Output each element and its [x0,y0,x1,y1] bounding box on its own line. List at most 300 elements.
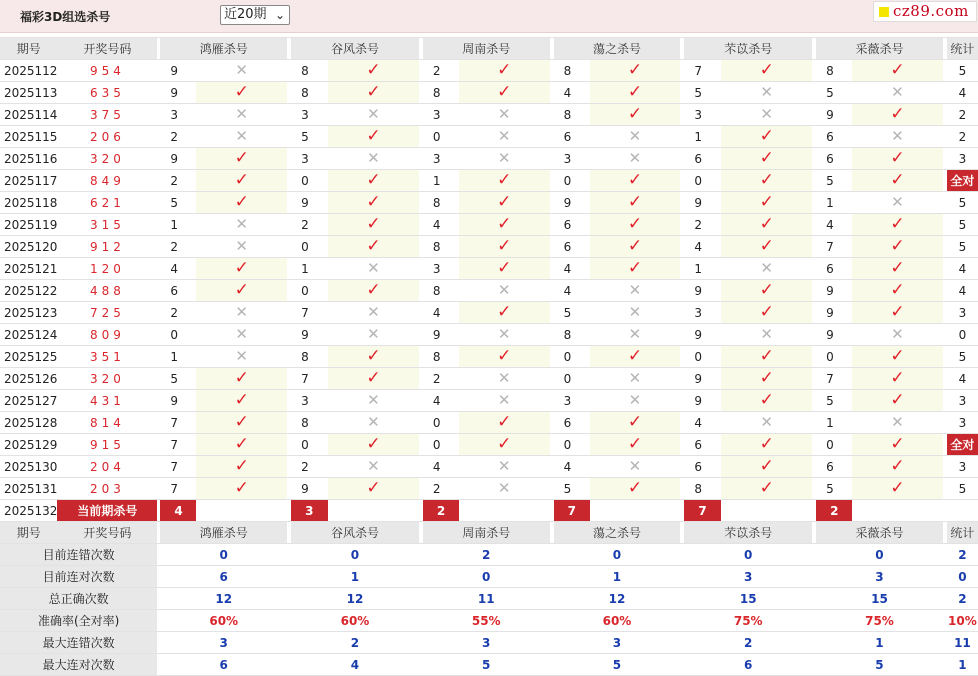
check-icon: ✓ [366,170,381,190]
result-cell [328,82,419,104]
header-stat: 统计 [947,38,978,60]
result-cell [721,214,812,236]
issue-number: 2025114 [0,104,57,126]
result-cell [328,302,419,324]
result-cell [852,104,943,126]
result-cell [328,346,419,368]
kill-number: 1 [160,346,196,368]
cross-icon: ✕ [367,457,380,475]
cross-icon: ✕ [628,457,642,475]
kill-number-table [0,37,978,676]
check-icon: ✓ [759,280,774,300]
draw-code: 320 [57,368,157,390]
result-cell [196,126,287,148]
stats-value: 60% [554,610,681,632]
result-cell [852,390,943,412]
kill-number: 5 [816,82,852,104]
kill-number: 6 [554,214,590,236]
result-cell [590,280,681,302]
result-cell [852,434,943,456]
issue-number: 2025121 [0,258,57,280]
stats-value: 0 [816,544,943,566]
result-cell [459,390,550,412]
issue-number: 2025116 [0,148,57,170]
kill-number: 8 [291,412,328,434]
kill-number: 7 [684,60,721,82]
kill-number: 3 [291,148,328,170]
kill-number: 5 [816,478,852,500]
row-stat: 2 [947,126,978,148]
kill-number: 1 [160,214,196,236]
result-cell [590,478,681,500]
kill-number: 3 [423,148,459,170]
check-icon: ✓ [366,478,381,498]
check-icon: ✓ [759,368,774,388]
kill-number: 3 [554,390,590,412]
current-label: 当前期杀号 [57,500,157,522]
result-cell [721,390,812,412]
kill-number: 7 [160,434,196,456]
result-cell [721,192,812,214]
cross-icon: ✕ [235,303,248,321]
kill-number: 8 [684,478,721,500]
result-cell [196,148,287,170]
result-cell [852,456,943,478]
stats-value: 3 [684,566,812,588]
check-icon: ✓ [497,258,512,278]
result-cell [196,192,287,214]
result-cell [852,60,943,82]
issue-number: 2025127 [0,390,57,412]
kill-number: 6 [816,148,852,170]
header-expert: 采薇杀号 [816,522,943,544]
kill-number: 9 [291,478,328,500]
kill-number: 1 [816,412,852,434]
stats-value: 2 [291,632,419,654]
result-cell [721,82,812,104]
check-icon: ✓ [627,346,643,366]
kill-number: 2 [160,302,196,324]
check-icon: ✓ [366,60,381,80]
kill-number: 7 [291,302,328,324]
stats-value: 1 [291,566,419,588]
row-stat: 全对 [947,170,978,192]
result-cell [590,192,681,214]
kill-number: 5 [816,170,852,192]
table-row [0,280,978,302]
result-cell [328,126,419,148]
site-logo[interactable] [873,1,977,22]
check-icon: ✓ [234,258,249,278]
result-cell [590,324,681,346]
kill-number: 3 [554,148,590,170]
cross-icon: ✕ [628,369,642,387]
draw-code: 488 [57,280,157,302]
result-cell [852,148,943,170]
result-cell [590,456,681,478]
kill-number: 2 [160,126,196,148]
header-issue: 期号 [0,38,57,60]
result-cell [590,148,681,170]
result-cell [459,478,550,500]
result-cell [459,104,550,126]
cross-icon: ✕ [760,325,773,343]
kill-number: 0 [554,170,590,192]
result-cell [590,170,681,192]
result-cell [852,214,943,236]
cross-icon: ✕ [628,391,642,409]
row-stat: 3 [947,456,978,478]
kill-number: 5 [816,390,852,412]
check-icon: ✓ [627,192,643,212]
result-cell [196,302,287,324]
result-cell [328,434,419,456]
header-expert: 蕩之杀号 [554,38,681,60]
table-row [0,236,978,258]
check-icon: ✓ [890,258,905,278]
header-expert: 鸿雁杀号 [160,522,287,544]
kill-number: 4 [684,412,721,434]
result-cell [721,302,812,324]
cross-icon: ✕ [628,281,642,299]
cross-icon: ✕ [367,413,380,431]
cross-icon: ✕ [497,369,511,387]
check-icon: ✓ [234,148,249,168]
result-cell [328,214,419,236]
page-title: 福彩3D组选杀号 [20,10,111,24]
stats-label: 最大连对次数 [0,654,157,676]
cross-icon: ✕ [497,479,511,497]
row-stat: 4 [947,258,978,280]
result-cell [459,324,550,346]
table-row [0,346,978,368]
kill-number: 5 [160,192,196,214]
result-cell [721,258,812,280]
check-icon: ✓ [234,434,249,454]
table-row [0,192,978,214]
stats-row [0,544,978,566]
check-icon: ✓ [497,82,512,102]
kill-number: 6 [816,126,852,148]
result-cell [196,368,287,390]
kill-number: 9 [554,192,590,214]
kill-number: 6 [554,126,590,148]
check-icon: ✓ [627,434,643,454]
result-cell [852,236,943,258]
stats-label: 最大连错次数 [0,632,157,654]
kill-number: 0 [160,324,196,346]
check-icon: ✓ [627,214,643,234]
issue-number: 2025124 [0,324,57,346]
cross-icon: ✕ [497,149,511,167]
table-row [0,368,978,390]
row-stat: 5 [947,236,978,258]
result-cell [721,434,812,456]
check-icon: ✓ [366,368,381,388]
result-cell [196,280,287,302]
kill-number: 3 [423,258,459,280]
check-icon: ✓ [759,346,774,366]
table-row [0,148,978,170]
kill-number: 7 [160,412,196,434]
kill-number: 9 [816,280,852,302]
draw-code: 204 [57,456,157,478]
header-expert: 周南杀号 [423,522,550,544]
check-icon: ✓ [234,456,249,476]
result-cell [196,214,287,236]
check-icon: ✓ [234,82,249,102]
check-icon: ✓ [497,236,512,256]
stats-value: 3 [554,632,681,654]
result-cell [196,170,287,192]
kill-number: 4 [554,82,590,104]
stats-value: 5 [554,654,681,676]
check-icon: ✓ [759,148,774,168]
cross-icon: ✕ [760,105,773,123]
kill-number: 5 [554,478,590,500]
check-icon: ✓ [234,280,249,300]
row-stat: 2 [947,104,978,126]
result-cell [196,456,287,478]
kill-number: 9 [423,324,459,346]
row-stat: 3 [947,148,978,170]
check-icon: ✓ [627,478,643,498]
header-issue: 期号 [0,522,57,544]
kill-number: 7 [291,368,328,390]
row-stat: 5 [947,192,978,214]
result-cell [590,258,681,280]
stats-row [0,632,978,654]
kill-number: 8 [423,346,459,368]
kill-number: 9 [684,192,721,214]
header-stat: 统计 [947,522,978,544]
check-icon: ✓ [234,192,249,212]
check-icon: ✓ [627,82,643,102]
result-cell [459,170,550,192]
check-icon: ✓ [366,346,381,366]
table-row [0,302,978,324]
logo-text: cz89.com [893,2,969,20]
table-row [0,126,978,148]
result-cell [721,170,812,192]
check-icon: ✓ [234,412,249,432]
check-icon: ✓ [759,126,774,146]
check-icon: ✓ [627,170,643,190]
check-icon: ✓ [627,104,643,124]
check-icon: ✓ [890,390,905,410]
current-row [0,500,978,522]
current-kill-number: 7 [554,500,590,522]
check-icon: ✓ [890,302,905,322]
issue-number: 2025119 [0,214,57,236]
header-expert: 谷风杀号 [291,38,419,60]
kill-number: 4 [816,214,852,236]
issue-number: 2025130 [0,456,57,478]
result-cell [459,346,550,368]
cross-icon: ✕ [497,105,511,123]
check-icon: ✓ [497,302,512,322]
result-cell [328,170,419,192]
period-select[interactable] [220,5,290,25]
draw-code: 915 [57,434,157,456]
stats-row [0,610,978,632]
header-code: 开奖号码 [57,38,157,60]
check-icon: ✓ [627,258,643,278]
kill-number: 0 [684,346,721,368]
result-cell [196,236,287,258]
result-cell [459,456,550,478]
result-cell [721,412,812,434]
stats-total: 2 [947,588,978,610]
result-cell [852,258,943,280]
stats-value: 0 [684,544,812,566]
stats-value: 12 [291,588,419,610]
result-cell [196,258,287,280]
kill-number: 4 [554,258,590,280]
cross-icon: ✕ [628,325,642,343]
result-cell [459,60,550,82]
row-stat: 4 [947,82,978,104]
draw-code: 954 [57,60,157,82]
cross-icon: ✕ [235,325,248,343]
check-icon: ✓ [366,434,381,454]
kill-number: 5 [291,126,328,148]
draw-code: 120 [57,258,157,280]
kill-number: 2 [160,236,196,258]
result-cell [852,82,943,104]
result-cell [459,148,550,170]
cross-icon: ✕ [497,457,511,475]
result-cell [852,170,943,192]
kill-number: 2 [684,214,721,236]
kill-number: 6 [554,236,590,258]
draw-code: 351 [57,346,157,368]
result-cell [196,82,287,104]
stats-total: 11 [947,632,978,654]
header-expert: 芣苡杀号 [684,522,812,544]
check-icon: ✓ [234,478,249,498]
check-icon: ✓ [366,236,381,256]
stats-value: 55% [423,610,550,632]
result-cell [721,148,812,170]
result-cell [721,346,812,368]
result-cell [590,368,681,390]
kill-number: 6 [160,280,196,302]
result-cell [459,302,550,324]
result-cell [590,60,681,82]
cross-icon: ✕ [367,149,380,167]
current-kill-number: 2 [423,500,459,522]
cross-icon: ✕ [497,391,511,409]
kill-number: 0 [816,434,852,456]
result-cell [328,258,419,280]
kill-number: 3 [423,104,459,126]
kill-number: 9 [291,192,328,214]
stats-value: 1 [816,632,943,654]
kill-number: 9 [160,148,196,170]
check-icon: ✓ [366,192,381,212]
table-row [0,82,978,104]
kill-number: 0 [684,170,721,192]
empty-cell [328,500,419,522]
result-cell [459,434,550,456]
cross-icon: ✕ [497,281,511,299]
result-cell [721,60,812,82]
table-row [0,60,978,82]
cross-icon: ✕ [235,105,248,123]
check-icon: ✓ [759,434,774,454]
check-icon: ✓ [890,60,905,80]
kill-number: 0 [423,126,459,148]
kill-number: 7 [816,368,852,390]
kill-number: 4 [554,456,590,478]
check-icon: ✓ [627,412,643,432]
result-cell [459,82,550,104]
result-cell [459,368,550,390]
stats-value: 12 [160,588,287,610]
table-row [0,104,978,126]
check-icon: ✓ [890,148,905,168]
cross-icon: ✕ [891,325,904,343]
kill-number: 7 [816,236,852,258]
kill-number: 2 [423,60,459,82]
check-icon: ✓ [627,236,643,256]
header-expert: 蕩之杀号 [554,522,681,544]
kill-number: 2 [291,456,328,478]
result-cell [328,368,419,390]
check-icon: ✓ [890,104,905,124]
table-row [0,456,978,478]
cross-icon: ✕ [628,149,642,167]
row-stat: 3 [947,302,978,324]
stats-value: 15 [816,588,943,610]
stats-value: 0 [423,566,550,588]
result-cell [721,236,812,258]
result-cell [196,324,287,346]
kill-number: 3 [160,104,196,126]
header-expert: 谷风杀号 [291,522,419,544]
result-cell [852,346,943,368]
table-row [0,434,978,456]
stats-value: 6 [160,654,287,676]
check-icon: ✓ [497,170,512,190]
cross-icon: ✕ [367,259,380,277]
draw-code: 912 [57,236,157,258]
check-icon: ✓ [890,478,905,498]
empty-cell [590,500,681,522]
kill-number: 9 [684,390,721,412]
stats-total: 1 [947,654,978,676]
draw-code: 725 [57,302,157,324]
kill-number: 8 [291,346,328,368]
header-row [0,38,978,60]
stats-value: 75% [684,610,812,632]
empty-cell [721,500,812,522]
result-cell [852,478,943,500]
stats-value: 60% [160,610,287,632]
result-cell [196,434,287,456]
result-cell [459,258,550,280]
check-icon: ✓ [890,214,905,234]
stats-value: 3 [816,566,943,588]
kill-number: 4 [423,214,459,236]
stats-value: 1 [554,566,681,588]
row-stat: 0 [947,324,978,346]
check-icon: ✓ [890,280,905,300]
kill-number: 5 [160,368,196,390]
kill-number: 1 [816,192,852,214]
stats-value: 4 [291,654,419,676]
